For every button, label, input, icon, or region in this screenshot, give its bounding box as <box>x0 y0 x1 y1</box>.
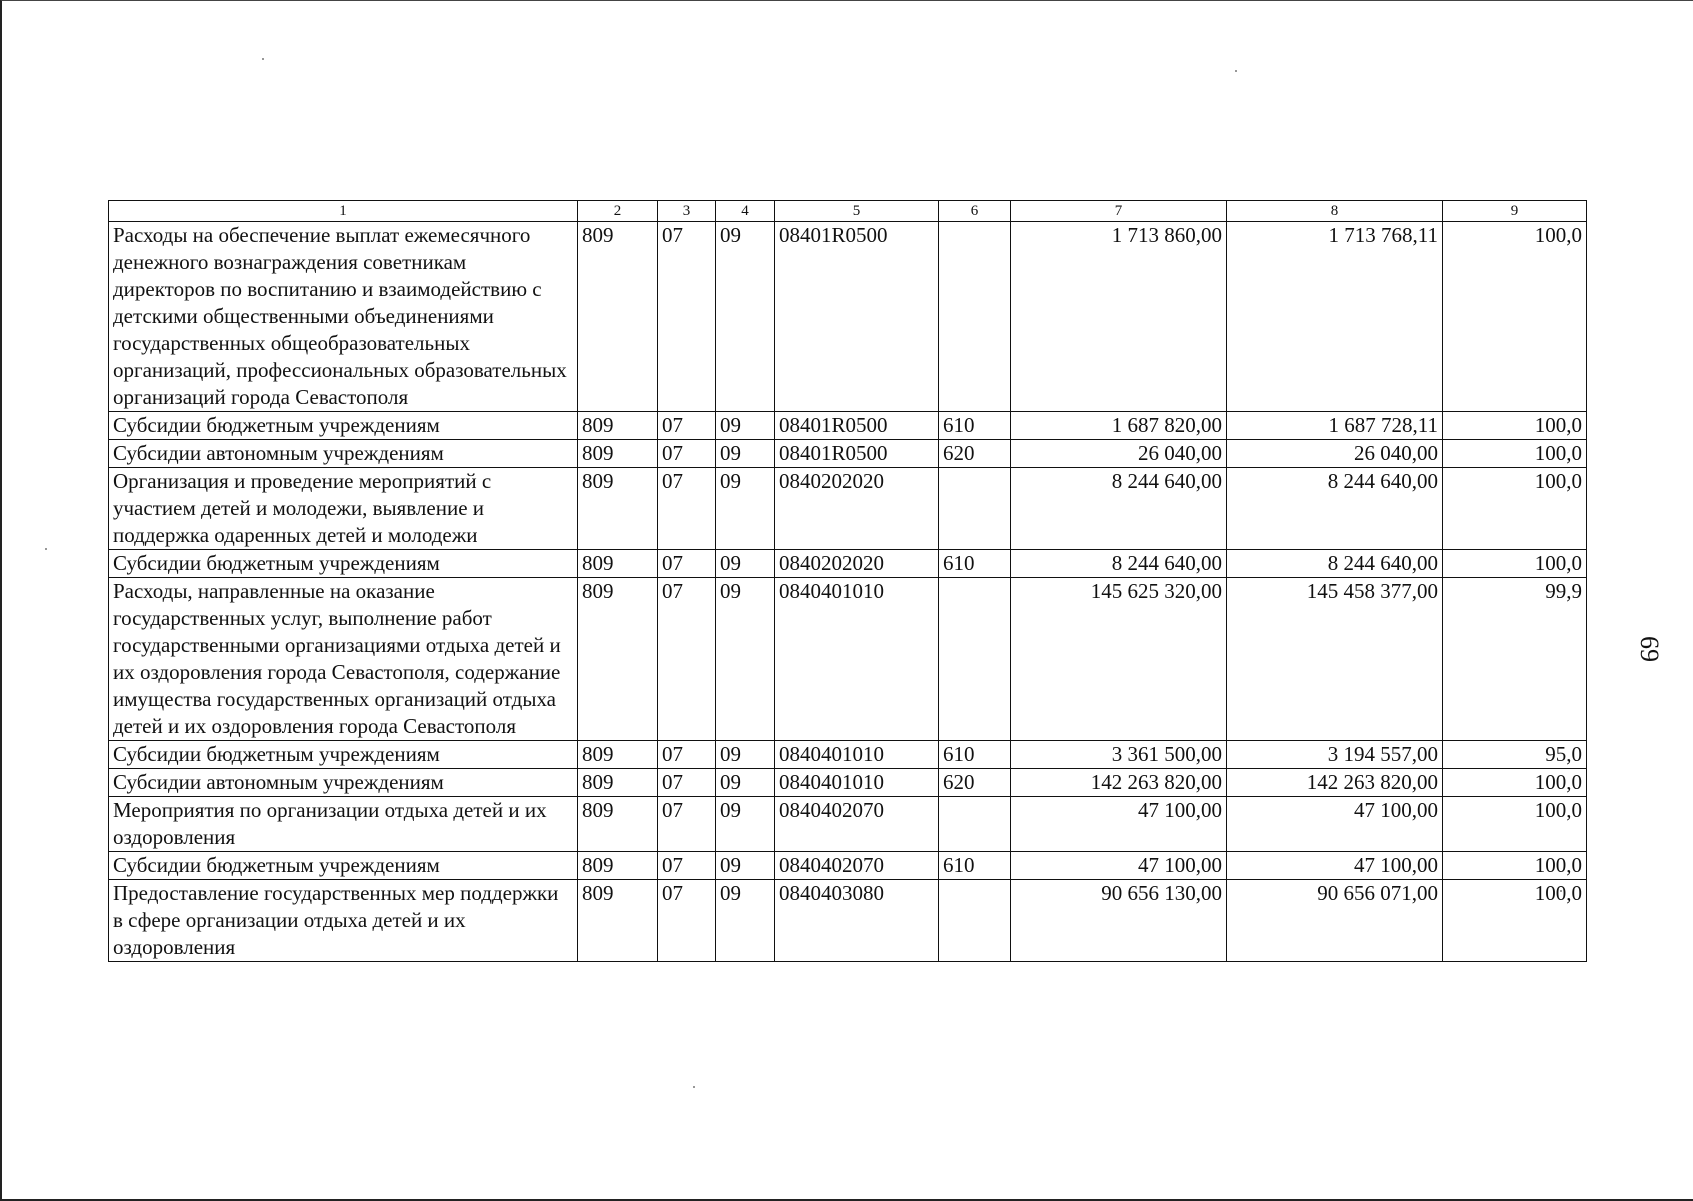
execution-percent-cell: 100,0 <box>1443 797 1587 852</box>
ministry-code-cell: 809 <box>578 769 658 797</box>
table-row <box>109 741 1587 769</box>
table-row <box>109 769 1587 797</box>
subsection-code-cell: 09 <box>716 741 775 769</box>
planned-amount-cell: 8 244 640,00 <box>1011 550 1227 578</box>
planned-amount-cell: 47 100,00 <box>1011 852 1227 880</box>
section-code-cell: 07 <box>658 741 716 769</box>
target-article-cell: 08401R0500 <box>775 440 939 468</box>
ministry-code-cell: 809 <box>578 880 658 962</box>
section-code-cell: 07 <box>658 880 716 962</box>
expense-type-cell: 610 <box>939 741 1011 769</box>
planned-amount-cell: 8 244 640,00 <box>1011 468 1227 550</box>
subsection-code-cell: 09 <box>716 440 775 468</box>
expense-type-cell <box>939 222 1011 412</box>
planned-amount-cell: 3 361 500,00 <box>1011 741 1227 769</box>
execution-percent-cell: 100,0 <box>1443 852 1587 880</box>
execution-percent-cell: 100,0 <box>1443 550 1587 578</box>
target-article-cell: 08401R0500 <box>775 222 939 412</box>
actual-amount-cell: 47 100,00 <box>1227 852 1443 880</box>
expense-type-cell <box>939 578 1011 741</box>
column-header: 8 <box>1227 201 1443 222</box>
column-header: 2 <box>578 201 658 222</box>
execution-percent-cell: 100,0 <box>1443 222 1587 412</box>
target-article-cell: 0840401010 <box>775 741 939 769</box>
table-row <box>109 550 1587 578</box>
subsection-code-cell: 09 <box>716 880 775 962</box>
expense-type-cell: 610 <box>939 550 1011 578</box>
expense-type-cell <box>939 468 1011 550</box>
actual-amount-cell: 26 040,00 <box>1227 440 1443 468</box>
planned-amount-cell: 90 656 130,00 <box>1011 880 1227 962</box>
subsection-code-cell: 09 <box>716 550 775 578</box>
scan-speck <box>262 58 264 60</box>
execution-percent-cell: 100,0 <box>1443 440 1587 468</box>
table-row <box>109 468 1587 550</box>
planned-amount-cell: 47 100,00 <box>1011 797 1227 852</box>
planned-amount-cell: 145 625 320,00 <box>1011 578 1227 741</box>
table-row <box>109 412 1587 440</box>
table-row <box>109 852 1587 880</box>
ministry-code-cell: 809 <box>578 578 658 741</box>
ministry-code-cell: 809 <box>578 797 658 852</box>
expense-name-cell: Организация и проведение мероприятий с участием детей и молодежи, выявление и поддержка одаренных детей и молодежи <box>109 468 578 550</box>
section-code-cell: 07 <box>658 412 716 440</box>
section-code-cell: 07 <box>658 852 716 880</box>
table-row <box>109 578 1587 741</box>
section-code-cell: 07 <box>658 769 716 797</box>
planned-amount-cell: 142 263 820,00 <box>1011 769 1227 797</box>
column-header: 9 <box>1443 201 1587 222</box>
section-code-cell: 07 <box>658 440 716 468</box>
section-code-cell: 07 <box>658 550 716 578</box>
expense-type-cell: 610 <box>939 412 1011 440</box>
expense-name-cell: Расходы, направленные на оказание государственных услуг, выполнение работ государственными организациями отдыха детей и их оздоровления города Севастополя, содержание имущества государственных организаций отдыха детей и их оздоровления города Севастополя <box>109 578 578 741</box>
subsection-code-cell: 09 <box>716 468 775 550</box>
actual-amount-cell: 8 244 640,00 <box>1227 550 1443 578</box>
table-body <box>109 222 1587 962</box>
actual-amount-cell: 145 458 377,00 <box>1227 578 1443 741</box>
planned-amount-cell: 26 040,00 <box>1011 440 1227 468</box>
section-code-cell: 07 <box>658 468 716 550</box>
column-header: 7 <box>1011 201 1227 222</box>
section-code-cell: 07 <box>658 222 716 412</box>
column-header: 1 <box>109 201 578 222</box>
column-header: 6 <box>939 201 1011 222</box>
expense-name-cell: Субсидии бюджетным учреждениям <box>109 550 578 578</box>
ministry-code-cell: 809 <box>578 440 658 468</box>
expense-type-cell <box>939 880 1011 962</box>
target-article-cell: 0840401010 <box>775 769 939 797</box>
scan-speck <box>693 1086 695 1088</box>
column-header: 4 <box>716 201 775 222</box>
table-row <box>109 440 1587 468</box>
execution-percent-cell: 100,0 <box>1443 412 1587 440</box>
expense-name-cell: Субсидии автономным учреждениям <box>109 440 578 468</box>
section-code-cell: 07 <box>658 578 716 741</box>
subsection-code-cell: 09 <box>716 412 775 440</box>
table-row <box>109 222 1587 412</box>
column-header: 5 <box>775 201 939 222</box>
target-article-cell: 0840202020 <box>775 468 939 550</box>
ministry-code-cell: 809 <box>578 468 658 550</box>
section-code-cell: 07 <box>658 797 716 852</box>
expense-type-cell: 610 <box>939 852 1011 880</box>
scan-speck <box>45 548 47 550</box>
planned-amount-cell: 1 713 860,00 <box>1011 222 1227 412</box>
table-row <box>109 880 1587 962</box>
actual-amount-cell: 8 244 640,00 <box>1227 468 1443 550</box>
target-article-cell: 0840403080 <box>775 880 939 962</box>
execution-percent-cell: 100,0 <box>1443 880 1587 962</box>
ministry-code-cell: 809 <box>578 852 658 880</box>
actual-amount-cell: 3 194 557,00 <box>1227 741 1443 769</box>
actual-amount-cell: 47 100,00 <box>1227 797 1443 852</box>
expense-name-cell: Расходы на обеспечение выплат ежемесячного денежного вознаграждения советникам директоров по воспитанию и взаимодействию с детскими общественными объединениями государственных общеобразовательных организаций, профессиональных образовательных организаций города Севастополя <box>109 222 578 412</box>
expense-name-cell: Субсидии автономным учреждениям <box>109 769 578 797</box>
column-header: 3 <box>658 201 716 222</box>
execution-percent-cell: 100,0 <box>1443 468 1587 550</box>
subsection-code-cell: 09 <box>716 769 775 797</box>
scan-speck <box>1235 70 1237 72</box>
actual-amount-cell: 1 713 768,11 <box>1227 222 1443 412</box>
expense-name-cell: Субсидии бюджетным учреждениям <box>109 852 578 880</box>
target-article-cell: 08401R0500 <box>775 412 939 440</box>
planned-amount-cell: 1 687 820,00 <box>1011 412 1227 440</box>
execution-percent-cell: 100,0 <box>1443 769 1587 797</box>
ministry-code-cell: 809 <box>578 222 658 412</box>
expense-name-cell: Мероприятия по организации отдыха детей и их оздоровления <box>109 797 578 852</box>
execution-percent-cell: 95,0 <box>1443 741 1587 769</box>
expense-name-cell: Субсидии бюджетным учреждениям <box>109 412 578 440</box>
table-row <box>109 797 1587 852</box>
target-article-cell: 0840402070 <box>775 797 939 852</box>
expense-type-cell <box>939 797 1011 852</box>
actual-amount-cell: 90 656 071,00 <box>1227 880 1443 962</box>
expense-name-cell: Субсидии бюджетным учреждениям <box>109 741 578 769</box>
expense-type-cell: 620 <box>939 440 1011 468</box>
ministry-code-cell: 809 <box>578 550 658 578</box>
ministry-code-cell: 809 <box>578 741 658 769</box>
expense-type-cell: 620 <box>939 769 1011 797</box>
target-article-cell: 0840401010 <box>775 578 939 741</box>
execution-percent-cell: 99,9 <box>1443 578 1587 741</box>
subsection-code-cell: 09 <box>716 797 775 852</box>
target-article-cell: 0840202020 <box>775 550 939 578</box>
actual-amount-cell: 1 687 728,11 <box>1227 412 1443 440</box>
ministry-code-cell: 809 <box>578 412 658 440</box>
subsection-code-cell: 09 <box>716 852 775 880</box>
page-number: 69 <box>1635 636 1664 662</box>
actual-amount-cell: 142 263 820,00 <box>1227 769 1443 797</box>
expense-name-cell: Предоставление государственных мер поддержки в сфере организации отдыха детей и их оздоровления <box>109 880 578 962</box>
subsection-code-cell: 09 <box>716 578 775 741</box>
subsection-code-cell: 09 <box>716 222 775 412</box>
column-number-row <box>109 201 1587 222</box>
budget-table <box>108 200 1587 962</box>
target-article-cell: 0840402070 <box>775 852 939 880</box>
